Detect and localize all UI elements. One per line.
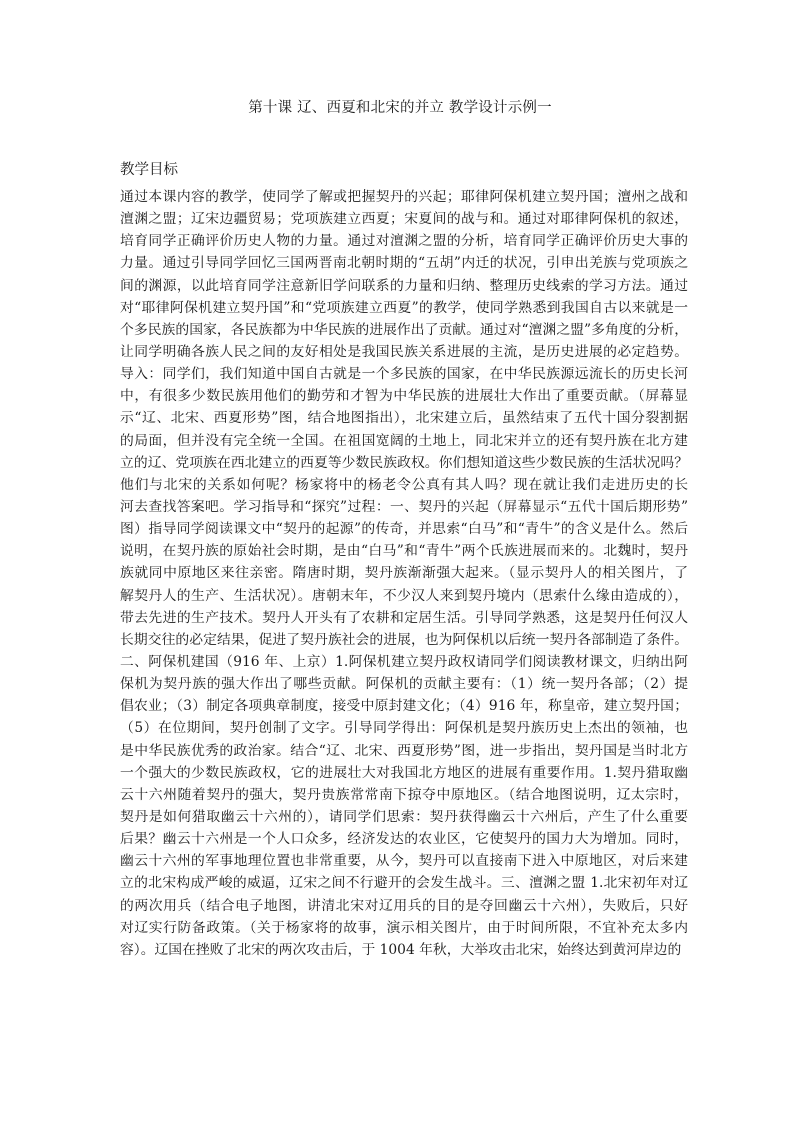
body-line: 力量。通过引导同学回忆三国两晋南北朝时期的“五胡”内迁的状况，引申出羌族与党项族之 <box>120 255 688 272</box>
body-line: 保机为契丹族的强大作出了哪些贡献。阿保机的贡献主要有：（1）统一契丹各部；（2）提 <box>120 676 688 693</box>
body-line: 他们与北宋的关系如何呢？杨家将中的杨老令公真有其人吗？现在就让我们走进历史的长 <box>120 476 688 493</box>
body-line: 长期交往的必定结果，促进了契丹族社会的进展，也为阿保机以后统一契丹各部制造了条件。 <box>120 631 688 648</box>
body-line: 容）。辽国在挫败了北宋的两次攻击后，于 1004 年秋，大举攻击北宋，始终达到黄河岸边的 <box>120 941 682 958</box>
body-line: 对“耶律阿保机建立契丹国”和“党项族建立西夏”的教学，使同学熟悉到我国自古以来就是一 <box>120 299 688 316</box>
body-line: 说明，在契丹族的原始社会时期，是由“白马”和“青牛”两个氏族进展而来的。北魏时，契丹 <box>120 543 688 560</box>
body-line: 让同学明确各族人民之间的友好相处是我国民族关系进展的主流，是历史进展的必定趋势。 <box>120 343 688 360</box>
body-line: 云十六州随着契丹的强大，契丹贵族常常南下掠夺中原地区。（结合地图说明，辽太宗时， <box>120 786 688 803</box>
body-line: 一个强大的少数民族政权，它的进展壮大对我国北方地区的进展有重要作用。1.契丹猎取幽 <box>120 764 688 781</box>
body-line: 二、阿保机建国（916 年、上京）1.阿保机建立契丹政权请同学们阅读教材课文，归纳出阿 <box>120 653 688 670</box>
body-line: 培育同学正确评价历史人物的力量。通过对澶渊之盟的分析，培育同学正确评价历史大事的 <box>120 233 688 250</box>
body-line: 后果？幽云十六州是一个人口众多，经济发达的农业区，它使契丹的国力大为增加。同时， <box>120 831 688 848</box>
body-line: 对辽实行防备政策。（关于杨家将的故事，演示相关图片，由于时间所限，不宜补充太多内 <box>120 919 688 936</box>
body-line: 通过本课内容的教学，使同学了解或把握契丹的兴起；耶律阿保机建立契丹国；澶州之战和 <box>120 189 688 205</box>
body-text <box>120 186 688 961</box>
body-line: 的两次用兵（结合电子地图，讲清北宋对辽用兵的目的是夺回幽云十六州），失败后，只好 <box>120 897 688 914</box>
body-line: 立的辽、党项族在西北建立的西夏等少数民族政权。你们想知道这些少数民族的生活状况吗？ <box>120 454 688 471</box>
body-line: 是中华民族优秀的政治家。结合“辽、北宋、西夏形势”图，进一步指出，契丹国是当时北方 <box>120 742 688 759</box>
body-line: 澶渊之盟；辽宋边疆贸易；党项族建立西夏；宋夏间的战与和。通过对耶律阿保机的叙述， <box>120 211 688 228</box>
body-line: 中，有很多少数民族用他们的勤劳和才智为中华民族的进展壮大作出了重要贡献。（屏幕显 <box>120 388 688 405</box>
body-line: 族就同中原地区来往亲密。隋唐时期，契丹族渐渐强大起来。（显示契丹人的相关图片，了 <box>120 565 688 582</box>
body-line: （5）在位期间，契丹创制了文字。引导同学得出：阿保机是契丹族历史上杰出的领袖，也 <box>120 720 688 737</box>
body-line: 解契丹人的生产、生活状况）。唐朝末年，不少汉人来到契丹境内（思索什么缘由造成的）， <box>120 587 688 604</box>
body-line: 河去查找答案吧。学习指导和“探究”过程：一、契丹的兴起（屏幕显示“五代十国后期形势” <box>120 498 688 515</box>
section-heading-teaching-goals: 教学目标 <box>120 162 178 178</box>
body-line: 立的北宋构成严峻的威逼，辽宋之间不行避开的会发生战斗。三、澶渊之盟 1.北宋初年对辽 <box>120 875 688 892</box>
body-line: 幽云十六州的军事地理位置也非常重要，从今，契丹可以直接南下进入中原地区，对后来建 <box>120 853 688 870</box>
body-line: 倡农业；（3）制定各项典章制度，接受中原封建文化；（4）916 年，称皇帝，建立契丹国； <box>120 698 688 715</box>
body-line: 带去先进的生产技术。契丹人开头有了农耕和定居生活。引导同学熟悉，这是契丹任何汉人 <box>120 609 688 626</box>
body-line: 图）指导同学阅读课文中“契丹的起源”的传奇，并思索“白马”和“青牛”的含义是什么。然后 <box>120 521 688 538</box>
body-line: 的局面，但并没有完全统一全国。在祖国宽阔的土地上，同北宋并立的还有契丹族在北方建 <box>120 432 688 449</box>
body-line: 间的渊源，以此培育同学注意新旧学问联系的力量和归纳、整理历史线索的学习方法。通过 <box>120 277 688 294</box>
body-line: 契丹是如何猎取幽云十六州的），请同学们思索：契丹获得幽云十六州后，产生了什么重要 <box>120 808 688 825</box>
document-title: 第十课 辽、西夏和北宋的并立 教学设计示例一 <box>248 100 552 116</box>
body-line: 示“辽、北宋、西夏形势”图，结合地图指出），北宋建立后，虽然结束了五代十国分裂割据 <box>120 410 688 427</box>
body-line: 个多民族的国家，各民族都为中华民族的进展作出了贡献。通过对“澶渊之盟”多角度的分析， <box>120 321 688 338</box>
body-line: 导入：同学们，我们知道中国自古就是一个多民族的国家，在中华民族源远流长的历史长河 <box>120 366 688 383</box>
